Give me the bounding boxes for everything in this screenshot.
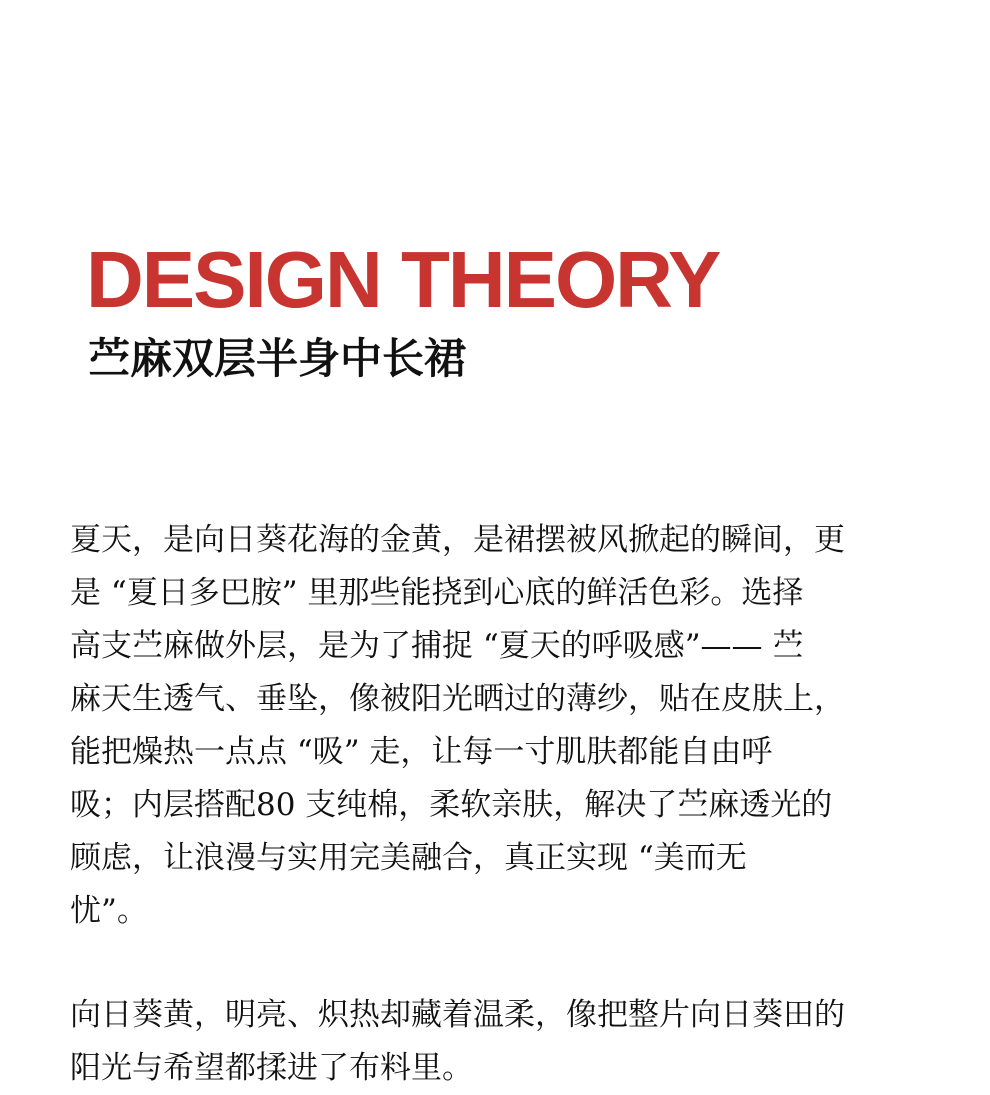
paragraph-line: 是 “夏日多巴胺” 里那些能挠到心底的鲜活色彩。选择 xyxy=(70,575,804,611)
paragraph-line: 吸；内层搭配80 支纯棉，柔软亲肤，解决了苎麻透光的 xyxy=(70,787,833,823)
paragraph-line: 阳光与希望都揉进了布料里。 xyxy=(70,1050,473,1086)
description-paragraph-1 xyxy=(70,514,930,938)
paragraph-line: 夏天，是向日葵花海的金黄，是裙摆被风掀起的瞬间，更 xyxy=(70,522,845,558)
paragraph-line: 麻天生透气、垂坠，像被阳光晒过的薄纱，贴在皮肤上， xyxy=(70,681,845,717)
paragraph-line: 向日葵黄，明亮、炽热却藏着温柔，像把整片向日葵田的 xyxy=(70,997,845,1033)
design-theory-heading: DESIGN THEORY xyxy=(86,235,720,324)
paragraph-line: 高支苎麻做外层，是为了捕捉 “夏天的呼吸感”—— 苎 xyxy=(70,628,804,664)
paragraph-line: 忧”。 xyxy=(70,893,148,929)
paragraph-line: 顾虑，让浪漫与实用完美融合，真正实现 “美而无 xyxy=(70,840,747,876)
product-title: 苎麻双层半身中长裙 xyxy=(88,334,467,383)
paragraph-line: 能把燥热一点点 “吸” 走，让每一寸肌肤都能自由呼 xyxy=(70,734,773,770)
description-paragraph-2 xyxy=(70,989,930,1095)
